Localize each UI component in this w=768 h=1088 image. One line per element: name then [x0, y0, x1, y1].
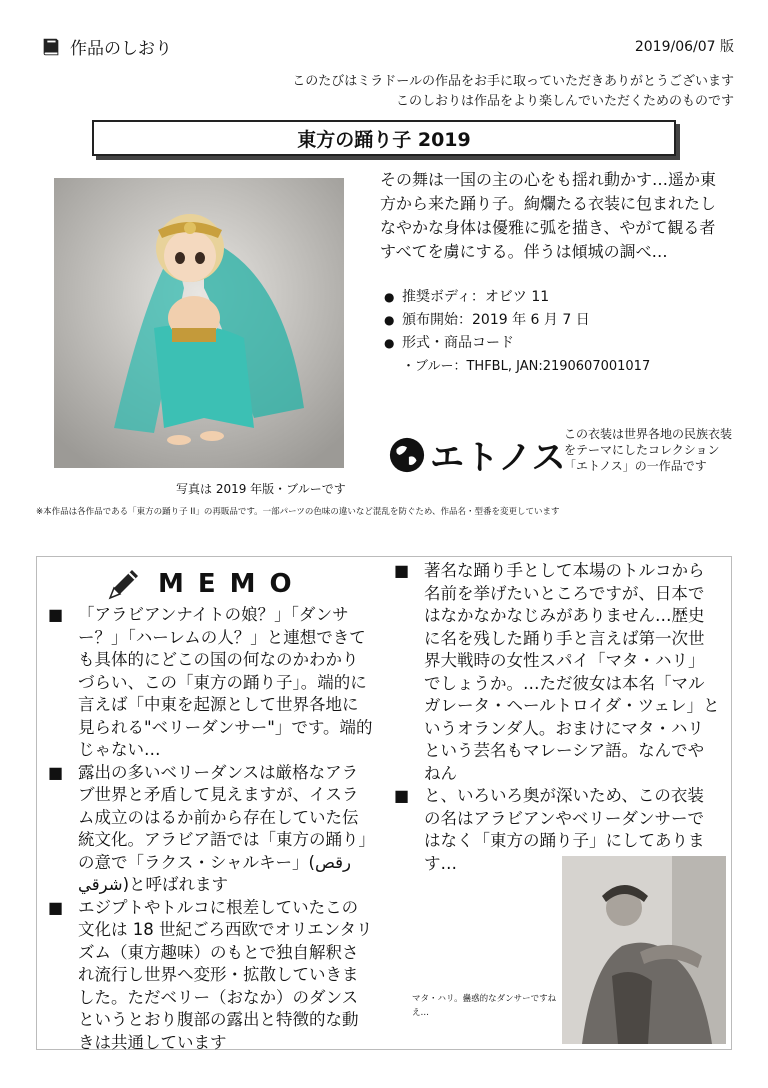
ethnos-logo	[388, 430, 567, 479]
memo-item-text: 「アラビアンナイトの娘？」「ダンサー？」「ハーレムの人？」と連想できても具体的にどこの国の何なのかわかりづらい、この「東方の踊り子」。端的に言えば「中東を起源として世界各地に見られる"ベリーダンサー"」です。端的じゃない…	[78, 605, 373, 759]
product-title: 東方の踊り子 2019	[92, 120, 676, 156]
memo-item	[394, 560, 720, 785]
intro-line-1: このたびはミラドールの作品をお手に取っていただきありがとうございます	[292, 74, 734, 89]
intro-text	[292, 72, 734, 112]
memo-item	[48, 897, 374, 1055]
globe-icon	[388, 436, 426, 474]
collection-note: この衣装は世界各地の民族衣装をテーマにしたコレクション「エトノス」の一作品です	[564, 427, 733, 473]
memo-column-left	[48, 604, 374, 1054]
header-title	[40, 34, 172, 59]
memo-item-text: 著名な踊り手として本場のトルコから名前を挙げたいところですが、日本ではなかなかなじみがありません…歴史に名を残した踊り手と言えば第一次世界大戦時の女性スパイ「マタ・ハリ」でしょうか。…ただ彼女は本名「マルガレータ・ヘールトロイダ・ツェレ」というオランダ人。おまけにマタ・ハリという芸名もマレーシア語。なんでやねん	[424, 561, 720, 783]
memo-item-text: と、いろいろ奥が深いため、この衣装の名はアラビアンやベリーダンサーではなく「東方の踊り子」にしてあります…	[424, 786, 705, 873]
bullet-square: ■	[48, 897, 64, 917]
memo-item-text: エジプトやトルコに根差していたこの文化は 18 世紀ごろ西欧でオリエンタリズム（東方趣味）のもとで独自解釈され流行し世界へ変形・拡散していきました。ただベリー（おなか）のダンスというとおり腹部の露出と特徴的な動きは共通しています	[78, 897, 373, 1052]
mata-hari-caption: マタ・ハリ。蠱惑的なダンサーですねえ…	[412, 994, 557, 1018]
spec-format: ● 形式・商品コード	[384, 332, 650, 355]
memo-letter-m: M	[158, 569, 184, 599]
spec-body: ● 推奨ボディ：オビツ 11	[384, 286, 650, 309]
memo-title	[104, 564, 292, 604]
bullet-square: ■	[394, 786, 410, 805]
doll-photo	[54, 178, 344, 468]
memo-column-right	[394, 560, 720, 875]
memo-letter-m2: M	[229, 569, 256, 599]
header-title-text: 作品のしおり	[70, 39, 172, 59]
bullet-square: ■	[48, 605, 64, 624]
edition-date: 2019/06/07 版	[634, 39, 734, 55]
memo-item	[48, 604, 374, 762]
spec-product-code: ・ブルー：THFBL, JAN:2190607001017	[402, 359, 651, 374]
book-icon	[40, 36, 62, 58]
memo-letter-o: O	[269, 569, 292, 599]
memo-item-text: 露出の多いベリーダンスは厳格なアラブ世界と矛盾して見えますが、イスラム成立のはるか前から存在していた伝統文化。アラビア語では「東方の踊り」の意で「ラクス・シャルキー」(رقص شرقي)と呼ばれます	[78, 762, 367, 894]
intro-line-2: このしおりは作品をより楽しんでいただくためのものです	[395, 94, 734, 109]
spec-release-date: ● 頒布開始：2019 年 6 月 7 日	[384, 309, 650, 332]
mata-hari-photo	[562, 856, 726, 1044]
logo-text: エトノス	[430, 438, 567, 478]
memo-letter-e: E	[197, 569, 216, 599]
memo-item	[48, 762, 374, 897]
bullet-square: ■	[48, 762, 64, 782]
photo-caption: 写真は 2019 年版・ブルーです	[176, 482, 346, 496]
product-description: その舞は一国の主の心をも揺れ動かす…遥か東方から来た踊り子。絢爛たる衣装に包まれたしなやかな身体は優雅に弧を描き、やがて観る者すべてを虜にする。伴うは傾城の調べ…	[380, 170, 717, 261]
reissue-footnote: ※本作品は各作品である「東方の踊り子 II」の再販品です。一部パーツの色味の違いなど混乱を防ぐため、作品名・型番を変更しています	[36, 507, 560, 517]
product-specs	[384, 286, 650, 378]
bullet-square: ■	[394, 561, 410, 580]
pencil-icon	[104, 564, 144, 604]
